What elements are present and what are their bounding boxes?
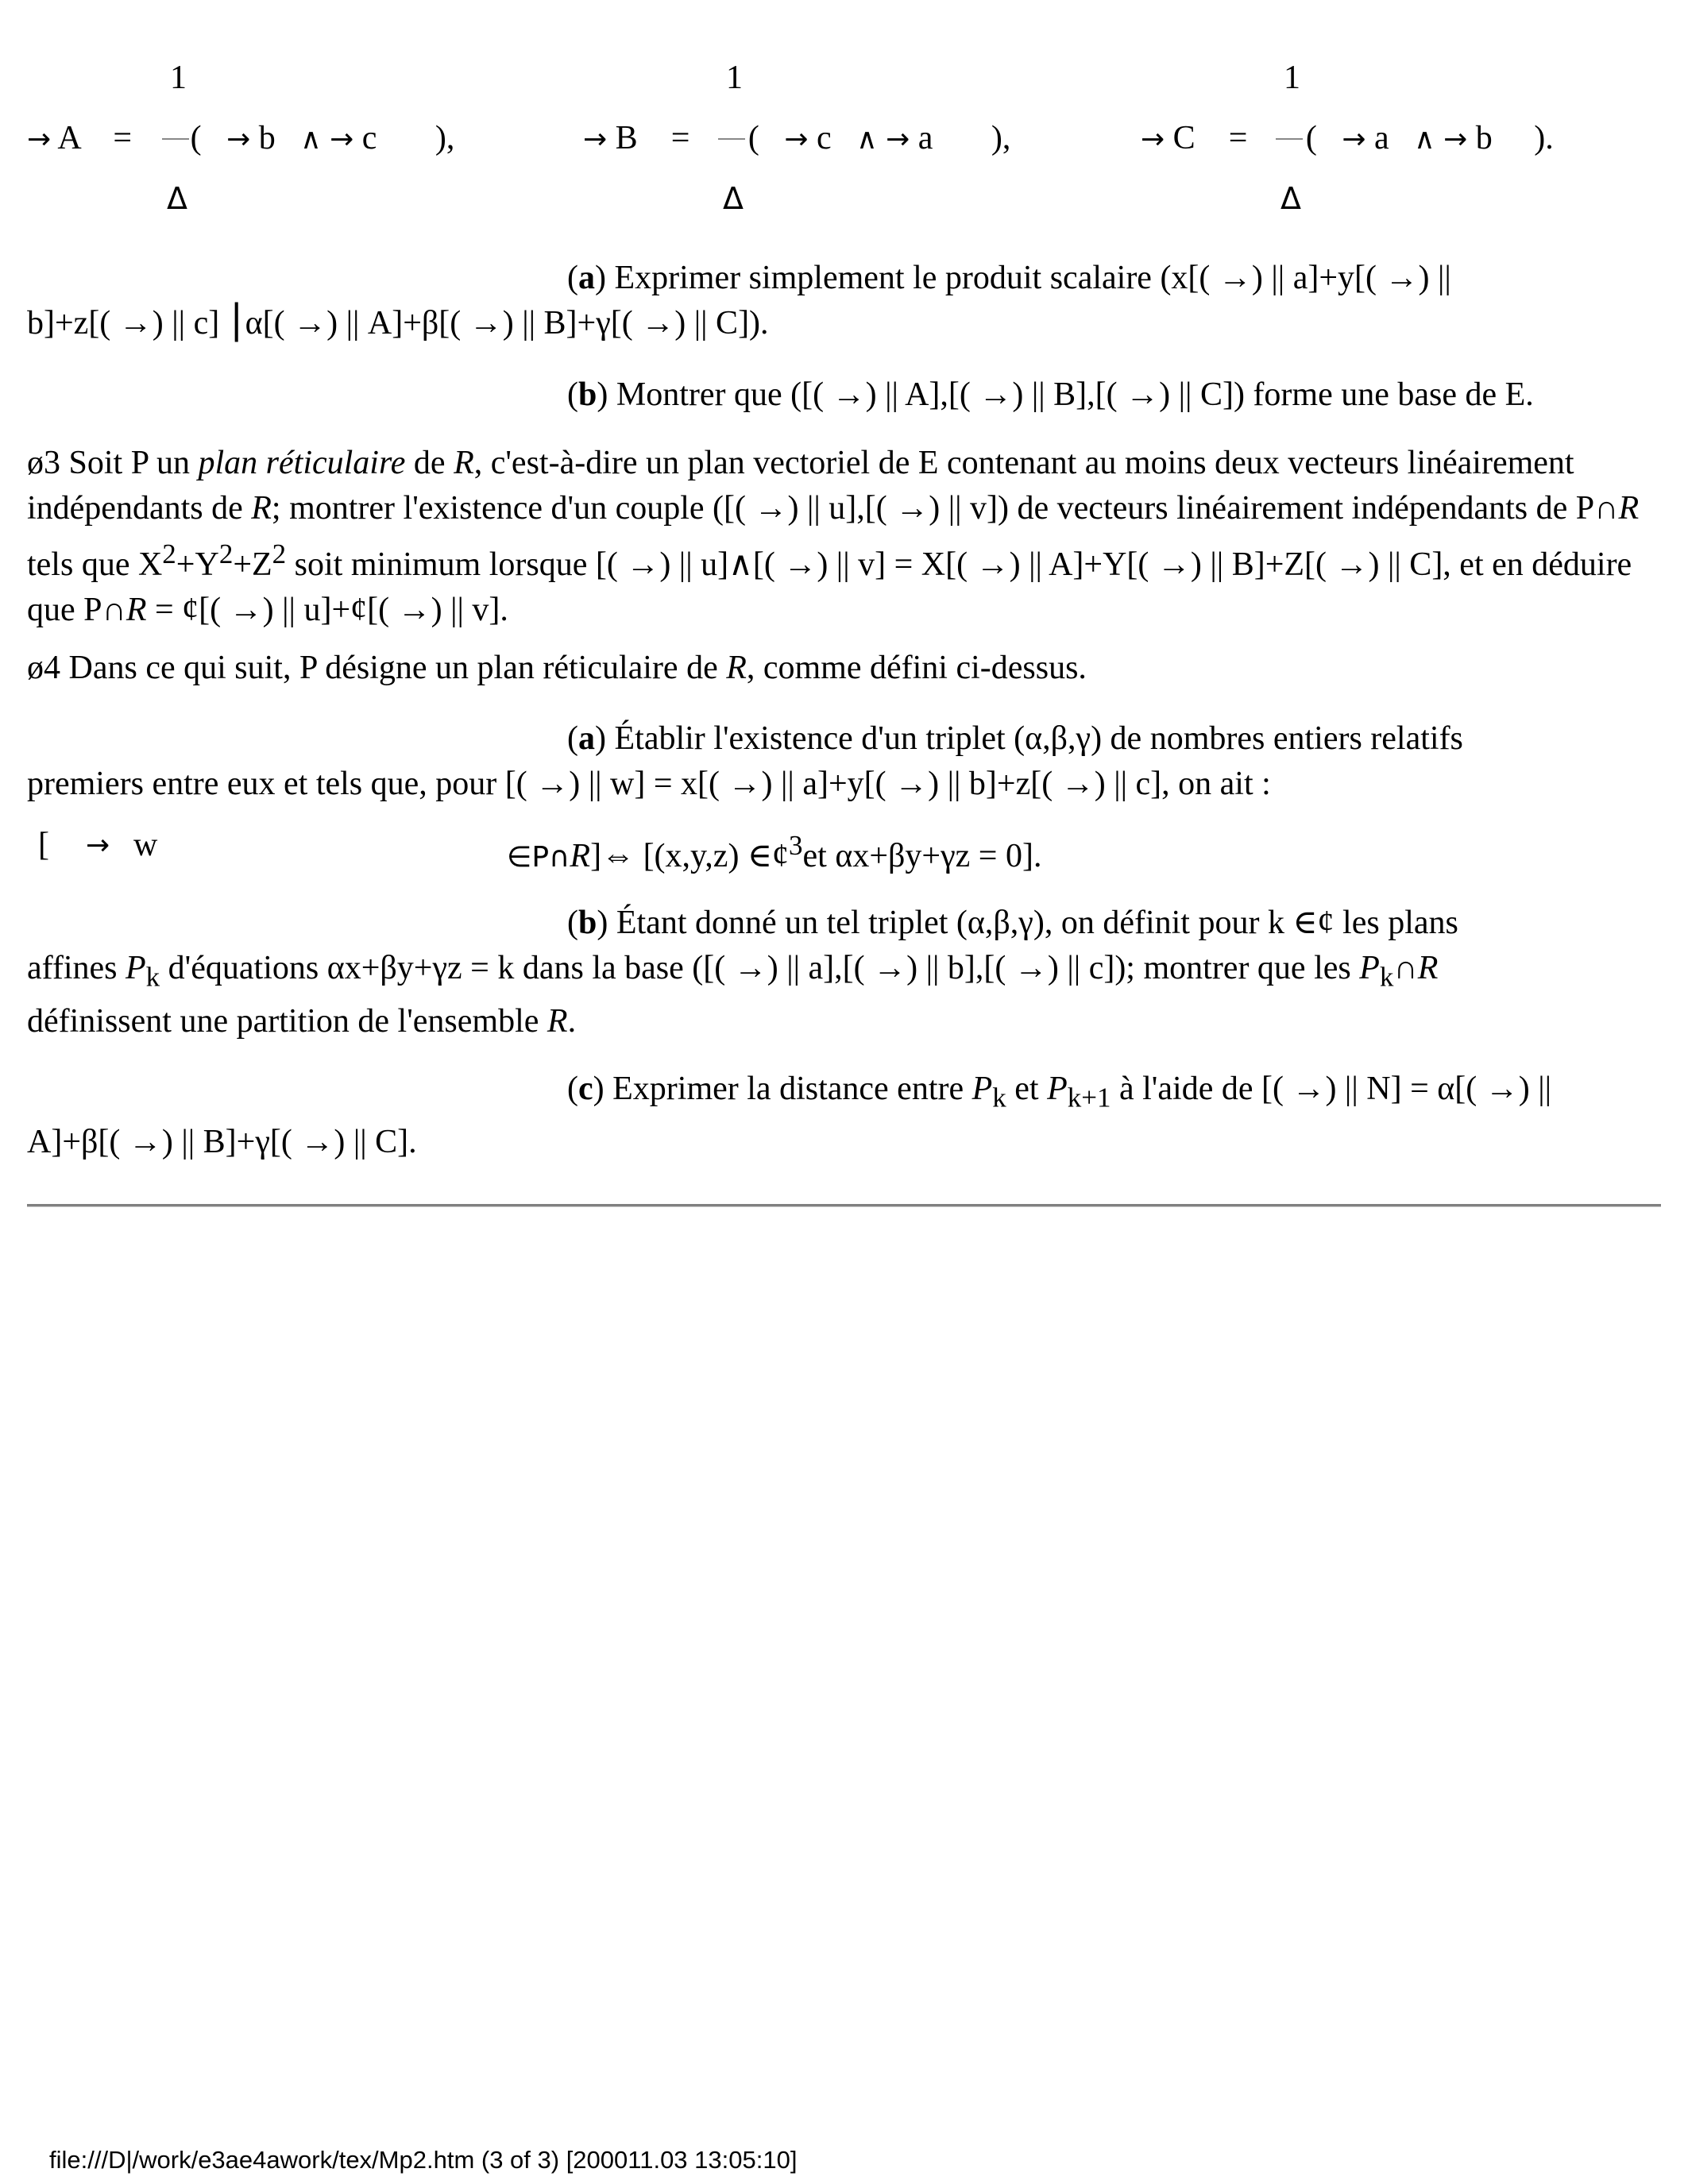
text: ]⇔ [(x,y,z) ∈¢	[590, 838, 790, 874]
text: affines	[27, 950, 126, 986]
formula-C	[1141, 48, 1681, 230]
set-R: R	[1417, 950, 1439, 986]
text: et	[1006, 1071, 1048, 1107]
text: = ¢[( →) || u]+¢[( →) || v].	[146, 592, 508, 628]
fraction-numerator: 1	[170, 60, 187, 96]
wedge-symbol: ∧	[856, 123, 878, 156]
question-4	[27, 646, 1661, 691]
horizontal-rule	[27, 1204, 1661, 1207]
equals-sign: =	[670, 120, 690, 156]
formula-row	[583, 116, 1010, 162]
question-2a: (a) Exprimer simplement le produit scalaire (x[( →) || a]+y[( →) || b]+z[( →) || c] ⎮α[( →) || A]+β[( →) || B]+γ[( →) || C]).	[27, 260, 1451, 341]
plane-P: P	[1359, 950, 1380, 986]
text: et αx+βy+γz = 0].	[802, 838, 1042, 874]
subscript: k	[145, 961, 160, 993]
exponent: 2	[272, 538, 287, 569]
equation-rest	[507, 823, 1041, 880]
question-3	[27, 441, 1661, 633]
text: ∩	[1393, 950, 1418, 986]
text: définissent une partition de l'ensemble	[27, 1003, 547, 1040]
formula-lhs: A	[57, 120, 80, 156]
equation-bracket: [	[38, 827, 49, 863]
equation-w: w	[133, 827, 158, 863]
formula-v: a	[917, 120, 933, 156]
item-label: a	[578, 720, 595, 757]
text: +Y	[176, 546, 219, 583]
text: soit minimum lorsque [( →) || u]∧[( →) || v] = X[( →) || A]+Y[( →) || B]+Z[( →) || C], et en déduire que P∩	[27, 546, 1632, 628]
formula-v: b	[1475, 120, 1493, 156]
formula-lhs: B	[615, 120, 638, 156]
vector-arrow-icon: →	[330, 123, 354, 156]
set-R: R	[547, 1003, 568, 1040]
open-paren: (	[747, 120, 759, 156]
formula-u: a	[1374, 120, 1389, 156]
item-label: b	[578, 905, 597, 941]
vector-arrow-icon: →	[784, 123, 809, 156]
item-label: a	[578, 260, 595, 296]
text: +Z	[233, 546, 272, 583]
set-R: R	[726, 650, 747, 686]
vector-arrow-icon: →	[226, 123, 251, 156]
item-label: c	[578, 1071, 593, 1107]
set-R: R	[1618, 490, 1640, 527]
question-text: premiers entre eux et tels que, pour [( →) || w] = x[( →) || a]+y[( →) || b]+z[( →) || c], on ait :	[27, 766, 1271, 802]
set-R: R	[251, 490, 272, 527]
subscript: k	[1379, 961, 1394, 993]
question-text: Établir l'existence d'un triplet (α,β,γ) de nombres entiers relatifs	[614, 720, 1463, 757]
set-R: R	[570, 838, 591, 874]
question-text: b]+z[( →) || c] ⎮α[( →) || A]+β[( →) || B]+γ[( →) || C]).	[27, 305, 769, 341]
text: ∈P∩	[507, 841, 570, 874]
open-paren: (	[190, 120, 202, 156]
subscript: k+1	[1067, 1082, 1111, 1113]
page-footer: file:///D|/work/e3ae4awork/tex/Mp2.htm (3 of 3) [200011.03 13:05:10]	[49, 2146, 798, 2174]
plane-P: P	[971, 1071, 993, 1107]
wedge-symbol: ∧	[1414, 123, 1435, 156]
question-4b: (b) Étant donné un tel triplet (α,β,γ), on définit pour k ∈¢ les plans affines $P_k$ d'équations αx+βy+γz = k dans la base ([( →) || a],[( →) || b],[( →) || c]); montrer que les $P_k\cap R$ définissent une partition de l'ensemble R.	[27, 905, 1458, 1040]
text: , c'est-à-dire un plan vectoriel de E contenant au moins deux vecteurs linéairement indépendants de	[27, 445, 1574, 527]
fraction-numerator: 1	[1284, 60, 1300, 96]
exponent: 3	[789, 830, 803, 861]
formula-u: b	[258, 120, 276, 156]
formula-end: ),	[991, 120, 1011, 156]
formula-B	[583, 48, 1123, 230]
vector-formulas	[27, 48, 1661, 230]
text: ø3 Soit P un	[27, 445, 199, 481]
set-R: R	[454, 445, 474, 481]
text: d'équations αx+βy+γz = k dans la base ([( →) || a],[( →) || b],[( →) || c]); montrer que les	[160, 950, 1360, 986]
question-text: Étant donné un tel triplet (α,β,γ), on définit pour k ∈¢ les plans	[616, 905, 1458, 941]
fraction-denominator: Δ	[1280, 181, 1301, 216]
formula-row	[1141, 116, 1554, 162]
text: tels que X	[27, 546, 163, 583]
vector-arrow-icon: →	[886, 123, 910, 156]
vector-arrow-icon: →	[1443, 123, 1468, 156]
exponent: 2	[218, 538, 234, 569]
plane-P: P	[1047, 1071, 1068, 1107]
text: Exprimer la distance entre	[612, 1071, 972, 1107]
vector-arrow-icon: →	[583, 123, 608, 156]
subscript: k	[992, 1082, 1006, 1113]
term-emphasis: plan réticulaire	[198, 445, 406, 481]
text: ; montrer l'existence d'un couple ([( →) || u],[( →) || v]) de vecteurs linéairement indépendants de P∩	[271, 490, 1619, 527]
question-4a: (a) Établir l'existence d'un triplet (α,β,γ) de nombres entiers relatifs premiers entre eux et tels que, pour [( →) || w] = x[( →) || a]+y[( →) || b]+z[( →) || c], on ait :	[27, 720, 1463, 802]
formula-v: c	[361, 120, 377, 156]
exponent: 2	[162, 538, 176, 569]
fraction-numerator: 1	[726, 60, 743, 96]
formula-u: c	[817, 120, 832, 156]
text: , comme défini ci-dessus.	[746, 650, 1087, 686]
question-4c: (c) Exprimer la distance entre $P_k$ et $P_{k+1}$ à l'aide de [( →) || N] = α[( →) || A]+β[( →) || B]+γ[( →) || C].	[27, 1071, 1552, 1161]
question-2b: (b) Montrer que ([( →) || A],[( →) || B],[( →) || C]) forme une base de E.	[567, 376, 1534, 413]
text: de	[405, 445, 454, 481]
vector-arrow-icon: →	[86, 829, 110, 862]
wedge-symbol: ∧	[300, 123, 322, 156]
text: .	[567, 1003, 577, 1040]
text: à l'aide de [( →) || N] = α[( →) ||	[1111, 1071, 1552, 1107]
formula-A	[27, 48, 567, 230]
formula-end: ).	[1534, 120, 1554, 156]
set-R: R	[126, 592, 147, 628]
formula-lhs: C	[1172, 120, 1196, 156]
text: A]+β[( →) || B]+γ[( →) || C].	[27, 1124, 417, 1161]
vector-arrow-icon: →	[1141, 123, 1165, 156]
item-label: b	[578, 376, 597, 413]
open-paren: (	[1305, 120, 1317, 156]
equals-sign: =	[1228, 120, 1248, 156]
question-text: Montrer que ([( →) || A],[( →) || B],[( →) || C]) forme une base de E.	[616, 376, 1534, 413]
text: ø4 Dans ce qui suit, P désigne un plan réticulaire de	[27, 650, 727, 686]
fraction-denominator: Δ	[723, 181, 744, 216]
vector-arrow-icon: →	[27, 123, 52, 156]
fraction-denominator: Δ	[167, 181, 187, 216]
equals-sign: =	[113, 120, 133, 156]
question-text: Exprimer simplement le produit scalaire (x[( →) || a]+y[( →) ||	[614, 260, 1451, 296]
formula-row	[27, 116, 454, 162]
vector-arrow-icon: →	[1342, 123, 1366, 156]
plane-P: P	[126, 950, 146, 986]
formula-end: ),	[435, 120, 455, 156]
